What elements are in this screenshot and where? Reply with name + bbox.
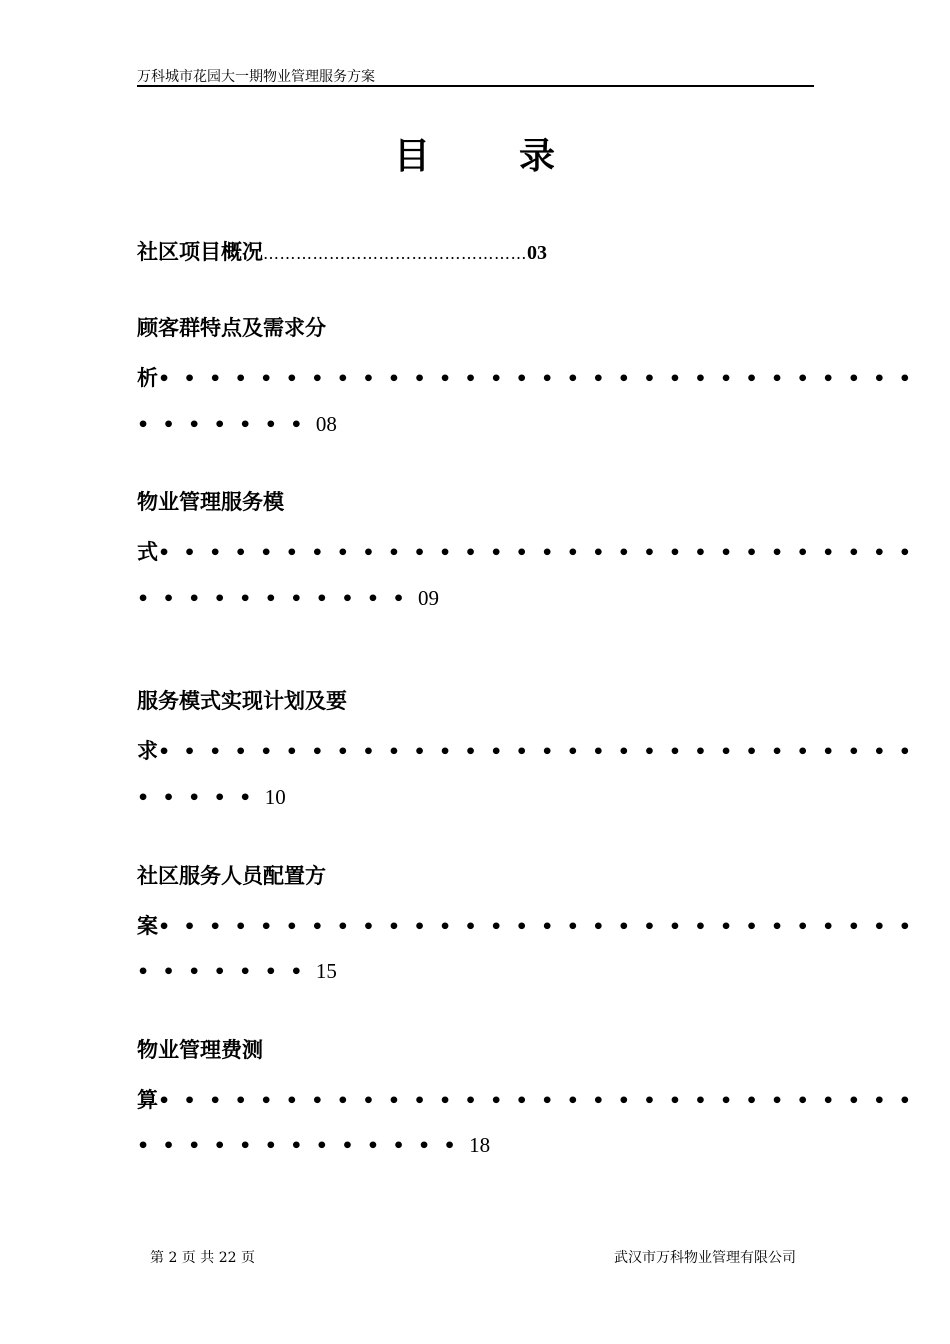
toc-wrap-char: 算 xyxy=(137,1088,158,1112)
toc-entry-2-leader-line xyxy=(137,362,924,392)
toc-entry-2-title[interactable]: 顾客群特点及需求分 xyxy=(137,316,326,340)
toc-dot-leader: ••••••••••••• xyxy=(137,1135,470,1157)
toc-entry-4-page-line xyxy=(137,785,286,810)
toc-entry-4-title[interactable]: 服务模式实现计划及要 xyxy=(137,689,347,713)
toc-entry-3-leader-line xyxy=(137,536,924,566)
toc-entry-title: 社区项目概况 xyxy=(137,240,263,264)
toc-entry-5-page-line xyxy=(137,959,337,984)
toc-dot-leader: ••••••• xyxy=(137,961,316,983)
toc-dot-leader: •••••••••••••••••••••••••••••• xyxy=(158,368,925,390)
toc-wrap-char: 式 xyxy=(137,540,158,564)
toc-entry-5-title[interactable]: 社区服务人员配置方 xyxy=(137,864,326,888)
toc-title xyxy=(0,128,950,179)
footer-company: 武汉市万科物业管理有限公司 xyxy=(614,1250,796,1266)
header-rule xyxy=(137,85,814,87)
toc-title-char-2: 录 xyxy=(519,135,557,177)
toc-dot-leader: ••••• xyxy=(137,787,265,809)
toc-entry-5-leader-line xyxy=(137,910,924,940)
toc-entry-1[interactable] xyxy=(137,236,547,266)
toc-page-number: 18 xyxy=(469,1133,491,1157)
footer-page-info: 第 2 页 共 22 页 xyxy=(150,1250,255,1266)
toc-page-number: 10 xyxy=(264,785,286,809)
toc-entry-4-leader-line xyxy=(137,735,924,765)
toc-dot-leader: •••••••••••••••••••••••••••••• xyxy=(158,916,925,938)
toc-dot-leader: •••••••••••••••••••••••••••••• xyxy=(158,1090,925,1112)
toc-page-number: 15 xyxy=(315,959,337,983)
toc-leader: ………………………………………… xyxy=(263,244,527,263)
toc-dot-leader: •••••••••••••••••••••••••••••• xyxy=(158,542,925,564)
toc-page-number: 08 xyxy=(315,412,337,436)
toc-entry-6-title[interactable]: 物业管理费测 xyxy=(137,1038,263,1062)
toc-wrap-char: 案 xyxy=(137,914,158,938)
toc-wrap-char: 析 xyxy=(137,366,158,390)
running-header: 万科城市花园大一期物业管理服务方案 xyxy=(137,69,375,85)
toc-dot-leader: ••••••••••• xyxy=(137,588,418,610)
toc-page-number: 03 xyxy=(527,242,547,264)
toc-page-number: 09 xyxy=(418,586,439,610)
toc-dot-leader: •••••••••••••••••••••••••••••• xyxy=(158,741,925,763)
toc-entry-2-page-line xyxy=(137,412,337,437)
toc-entry-6-page-line xyxy=(137,1133,490,1158)
toc-dot-leader: ••••••• xyxy=(137,414,316,436)
toc-title-char-1: 目 xyxy=(393,135,431,177)
toc-entry-6-leader-line xyxy=(137,1084,924,1114)
toc-entry-3-page-line xyxy=(137,586,439,611)
toc-wrap-char: 求 xyxy=(137,739,158,763)
toc-entry-3-title[interactable]: 物业管理服务模 xyxy=(137,490,284,514)
